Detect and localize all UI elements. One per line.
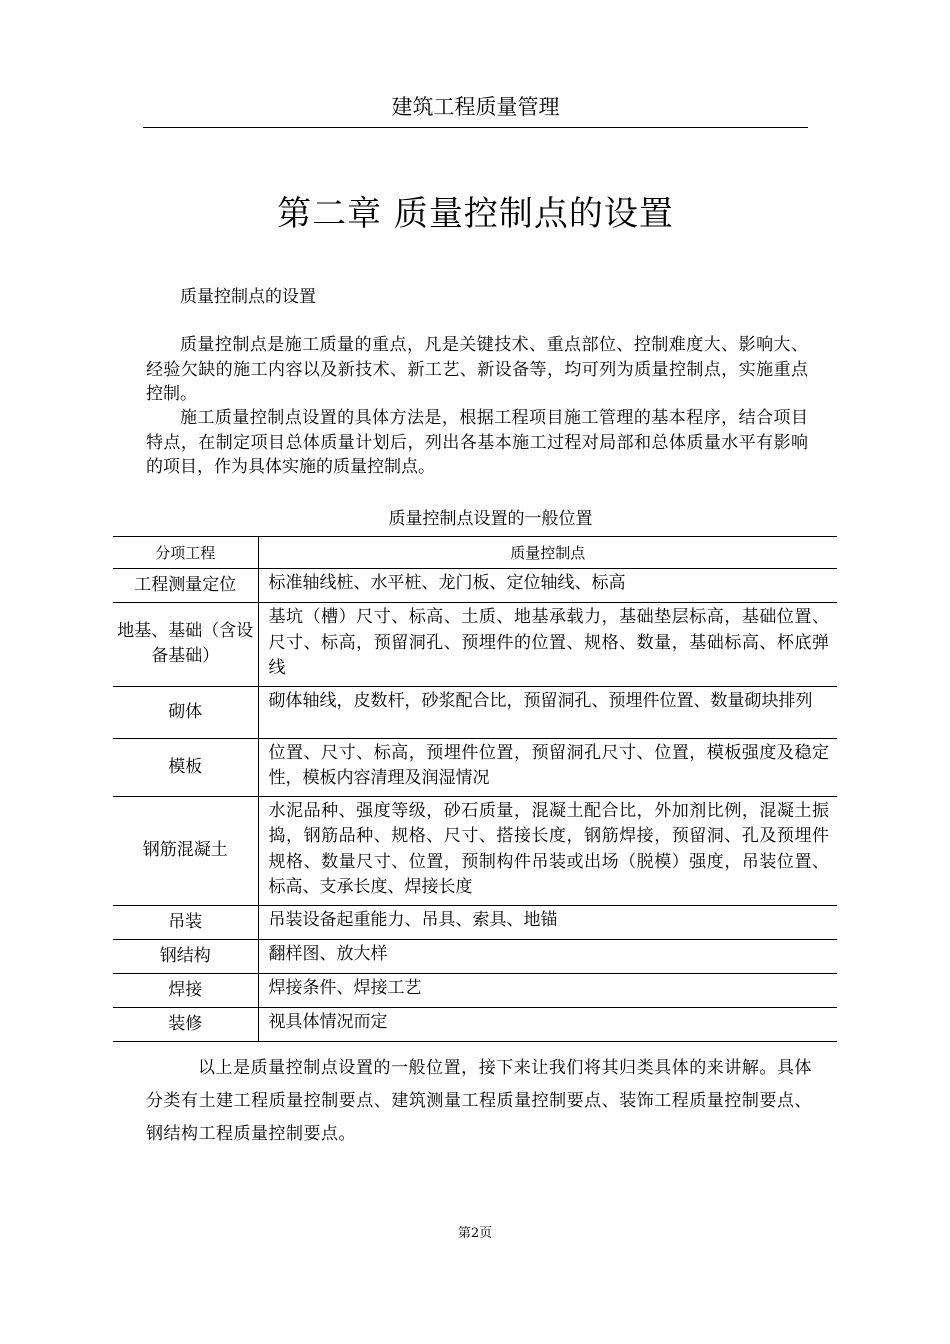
table-caption: 质量控制点设置的一般位置	[388, 509, 593, 529]
row-points-cell: 翻样图、放大样	[258, 939, 837, 973]
paragraph-method: 施工质量控制点设置的具体方法是，根据工程项目施工管理的基本程序，结合项目特点，在制定项目总体质量计划后，列出各基本施工过程对局部和总体质量水平有影响的项目，作为具体实施的质量控制点。	[146, 408, 808, 477]
table-row	[113, 796, 837, 905]
control-points-table	[113, 536, 837, 1042]
table-row	[113, 686, 837, 738]
row-points-cell: 砌体轴线，皮数杆，砂浆配合比，预留洞孔、预埋件位置、数量砌块排列	[258, 686, 837, 738]
paragraph-summary: 以上是质量控制点设置的一般位置，接下来让我们将其归类具体的来讲解。具体分类有土建工程质量控制要点、建筑测量工程质量控制要点、装饰工程质量控制要点、钢结构工程质量控制要点。	[146, 1058, 812, 1144]
row-item-cell: 吊装	[113, 905, 258, 939]
table-row	[113, 973, 837, 1007]
page-number: 第2页	[457, 1226, 493, 1241]
row-item-cell: 砌体	[113, 686, 258, 738]
row-points-cell: 焊接条件、焊接工艺	[258, 973, 837, 1007]
row-item-cell: 装修	[113, 1007, 258, 1041]
table-row	[113, 905, 837, 939]
row-item-cell: 模板	[113, 738, 258, 796]
paragraph-intro: 质量控制点是施工质量的重点，凡是关键技术、重点部位、控制难度大、影响大、经验欠缺的施工内容以及新技术、新工艺、新设备等，均可列为质量控制点，实施重点控制。	[146, 335, 808, 404]
row-points-cell: 位置、尺寸、标高，预埋件位置，预留洞孔尺寸、位置，模板强度及稳定性，模板内容清理及润湿情况	[258, 738, 837, 796]
row-item-cell: 钢筋混凝土	[113, 796, 258, 905]
header-cell-item: 分项工程	[113, 537, 258, 569]
row-item-cell: 工程测量定位	[113, 569, 258, 603]
header-cell-points: 质量控制点	[258, 537, 837, 569]
table-row	[113, 569, 837, 603]
table-row	[113, 603, 837, 687]
row-item-cell: 钢结构	[113, 939, 258, 973]
chapter-title: 第二章 质量控制点的设置	[277, 194, 674, 234]
row-points-cell: 吊装设备起重能力、吊具、索具、地锚	[258, 905, 837, 939]
table-header-row	[113, 537, 837, 569]
table-row	[113, 1007, 837, 1041]
row-points-cell: 视具体情况而定	[258, 1007, 837, 1041]
row-points-cell: 标准轴线桩、水平桩、龙门板、定位轴线、标高	[258, 569, 837, 603]
running-header-title: 建筑工程质量管理	[391, 95, 560, 119]
header-rule	[143, 127, 808, 128]
row-item-cell: 地基、基础（含设备基础）	[113, 603, 258, 687]
row-points-cell: 水泥品种、强度等级，砂石质量，混凝土配合比，外加剂比例，混凝土振捣，钢筋品种、规格、尺寸、搭接长度，钢筋焊接，预留洞、孔及预埋件规格、数量尺寸、位置，预制构件吊装或出场（脱模）强度，吊装位置、标高、支承长度、焊接长度	[258, 796, 837, 905]
section-heading: 质量控制点的设置	[180, 287, 316, 307]
table-row	[113, 939, 837, 973]
table-row	[113, 738, 837, 796]
row-item-cell: 焊接	[113, 973, 258, 1007]
row-points-cell: 基坑（槽）尺寸、标高、土质、地基承载力，基础垫层标高，基础位置、尺寸、标高，预留洞孔、预埋件的位置、规格、数量，基础标高、杯底弹线	[258, 603, 837, 687]
